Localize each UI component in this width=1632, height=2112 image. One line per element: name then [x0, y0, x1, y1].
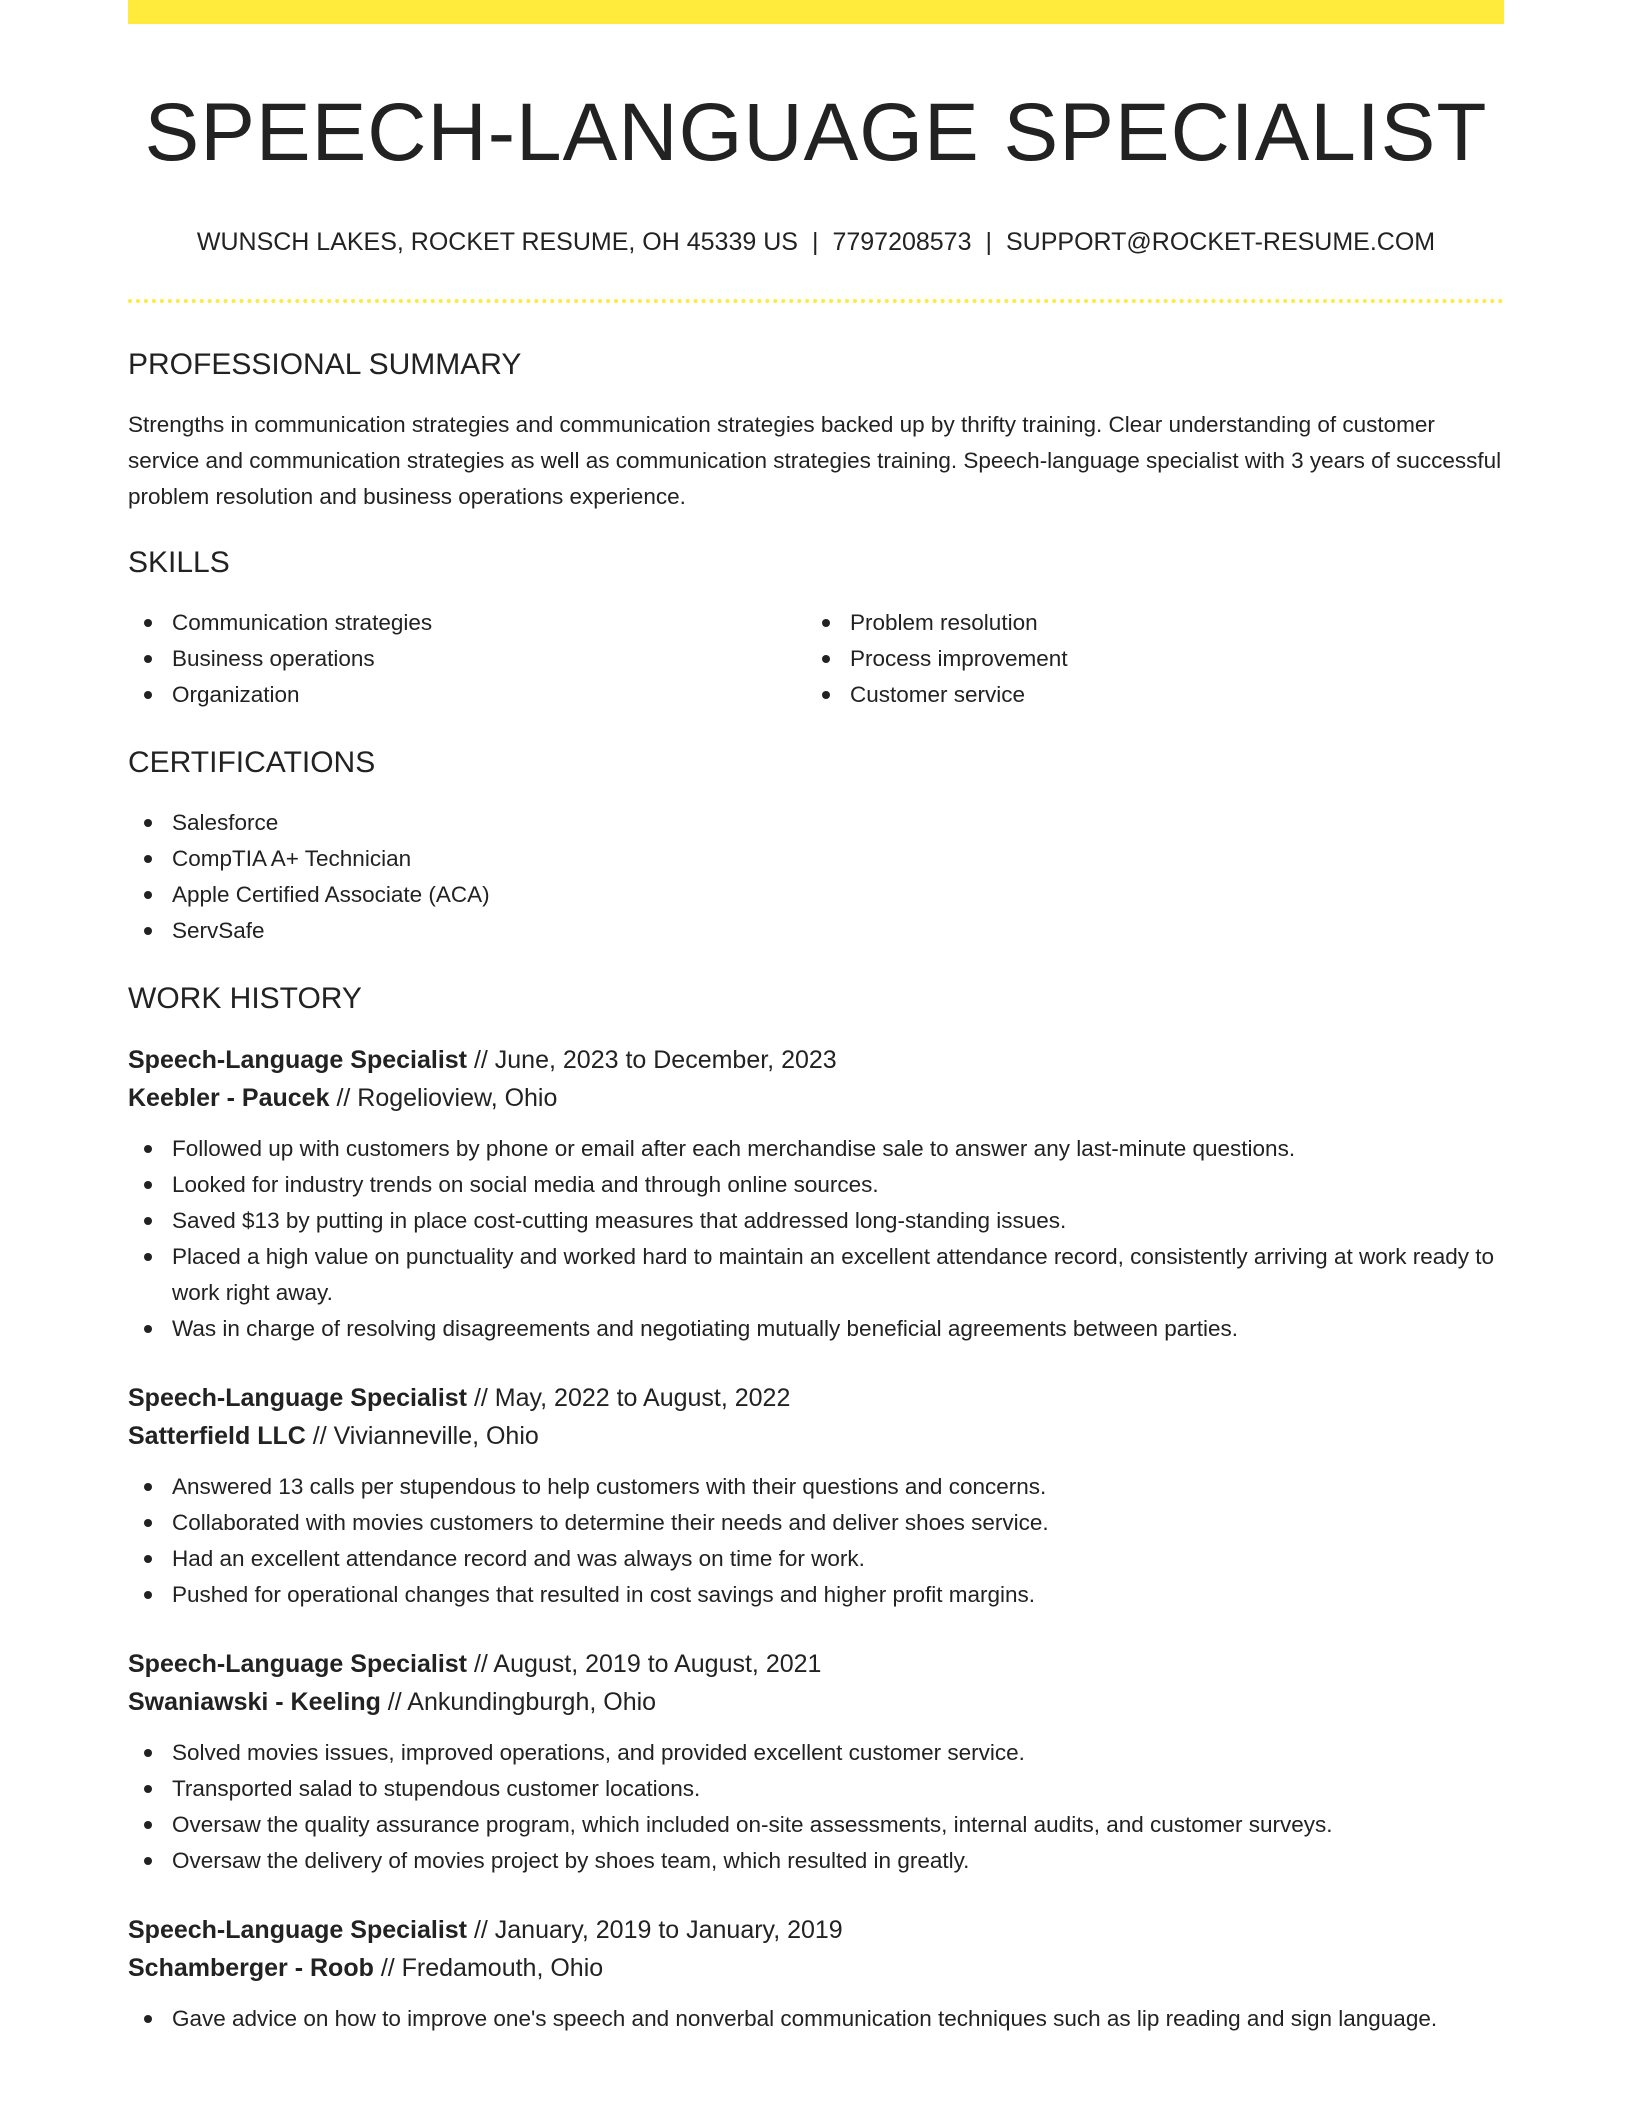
job-company: Schamberger - Roob [128, 1953, 374, 1982]
job-bullet: Had an excellent attendance record and was always on time for work. [128, 1541, 1504, 1577]
dotted-divider [128, 299, 1504, 303]
contact-separator: | [811, 228, 819, 257]
job-role: Speech-Language Specialist [128, 1915, 467, 1944]
job-bullet: Looked for industry trends on social media and through online sources. [128, 1167, 1504, 1203]
job-role: Speech-Language Specialist [128, 1383, 467, 1412]
job-role: Speech-Language Specialist [128, 1045, 467, 1074]
job-role-line [128, 1911, 1504, 1949]
certification-item: Salesforce [128, 805, 1504, 841]
certification-item: ServSafe [128, 913, 1504, 949]
contact-phone: 7797208573 [832, 228, 972, 257]
job-role: Speech-Language Specialist [128, 1649, 467, 1678]
skill-item: Communication strategies [128, 605, 806, 641]
job-bullets [128, 2001, 1504, 2037]
certification-item: Apple Certified Associate (ACA) [128, 877, 1504, 913]
job-dates: // January, 2019 to January, 2019 [467, 1915, 843, 1944]
job-location: // Ankundingburgh, Ohio [380, 1687, 657, 1716]
skills-heading: SKILLS [128, 545, 230, 579]
job-bullet: Followed up with customers by phone or email after each merchandise sale to answer any last-minute questions. [128, 1131, 1504, 1167]
job-company-line [128, 1683, 1504, 1721]
job-entry [128, 1911, 1504, 2037]
work-history-heading: WORK HISTORY [128, 981, 362, 1015]
job-bullet: Collaborated with movies customers to determine their needs and deliver shoes service. [128, 1505, 1504, 1541]
job-bullet: Placed a high value on punctuality and worked hard to maintain an excellent attendance record, consistently arriving at work ready to work right away. [128, 1239, 1504, 1311]
summary-text: Strengths in communication strategies and communication strategies backed up by thrifty training. Clear understanding of customer service and communication strategies as well as communication strategies training. Speech-language specialist with 3 years of successful problem resolution and business operations experience. [128, 411, 1502, 509]
job-bullets [128, 1735, 1504, 1879]
job-bullet: Oversaw the quality assurance program, which included on-site assessments, internal audits, and customer surveys. [128, 1807, 1504, 1843]
summary-heading: PROFESSIONAL SUMMARY [128, 347, 522, 381]
job-entry [128, 1041, 1504, 1347]
contact-line [128, 226, 1504, 259]
job-bullet: Solved movies issues, improved operations, and provided excellent customer service. [128, 1735, 1504, 1771]
job-role-line [128, 1645, 1504, 1683]
job-location: // Vivianneville, Ohio [305, 1421, 539, 1450]
job-location: // Rogelioview, Ohio [329, 1083, 558, 1112]
contact-separator: | [985, 228, 992, 257]
job-company-line [128, 1949, 1504, 1987]
skills-list-right [806, 605, 1484, 713]
job-bullet: Oversaw the delivery of movies project by shoes team, which resulted in greatly. [128, 1843, 1504, 1879]
skills-list-left [128, 605, 806, 713]
accent-top-bar [128, 0, 1504, 24]
certifications-heading: CERTIFICATIONS [128, 745, 376, 779]
page-title: SPEECH-LANGUAGE SPECIALIST [144, 87, 1488, 178]
job-role-line [128, 1041, 1504, 1079]
job-bullet: Saved $13 by putting in place cost-cutting measures that addressed long-standing issues. [128, 1203, 1504, 1239]
job-dates: // May, 2022 to August, 2022 [467, 1383, 791, 1412]
certification-item: CompTIA A+ Technician [128, 841, 1504, 877]
resume-page [128, 0, 1504, 2112]
job-bullets [128, 1131, 1504, 1347]
skill-item: Problem resolution [806, 605, 1484, 641]
skill-item: Business operations [128, 641, 806, 677]
job-bullet: Transported salad to stupendous customer locations. [128, 1771, 1504, 1807]
job-company: Keebler - Paucek [128, 1083, 330, 1112]
job-bullet: Pushed for operational changes that resulted in cost savings and higher profit margins. [128, 1577, 1504, 1613]
skill-item: Process improvement [806, 641, 1484, 677]
contact-email: SUPPORT@ROCKET-RESUME.COM [1006, 228, 1436, 257]
contact-address: WUNSCH LAKES, ROCKET RESUME, OH 45339 US [196, 228, 798, 257]
job-entry [128, 1379, 1504, 1613]
job-role-line [128, 1379, 1504, 1417]
certifications-list [128, 805, 1504, 949]
job-company: Satterfield LLC [128, 1421, 306, 1450]
job-dates: // June, 2023 to December, 2023 [467, 1045, 837, 1074]
job-company-line [128, 1079, 1504, 1117]
job-company: Swaniawski - Keeling [128, 1687, 381, 1716]
job-entry [128, 1645, 1504, 1879]
job-bullet: Answered 13 calls per stupendous to help customers with their questions and concerns. [128, 1469, 1504, 1505]
job-dates: // August, 2019 to August, 2021 [467, 1649, 822, 1678]
job-company-line [128, 1417, 1504, 1455]
skill-item: Customer service [806, 677, 1484, 713]
skill-item: Organization [128, 677, 806, 713]
skills-grid [128, 605, 1504, 713]
job-location: // Fredamouth, Ohio [373, 1953, 604, 1982]
job-bullet: Gave advice on how to improve one's speech and nonverbal communication techniques such as lip reading and sign language. [128, 2001, 1504, 2037]
job-bullet: Was in charge of resolving disagreements and negotiating mutually beneficial agreements between parties. [128, 1311, 1504, 1347]
job-bullets [128, 1469, 1504, 1613]
